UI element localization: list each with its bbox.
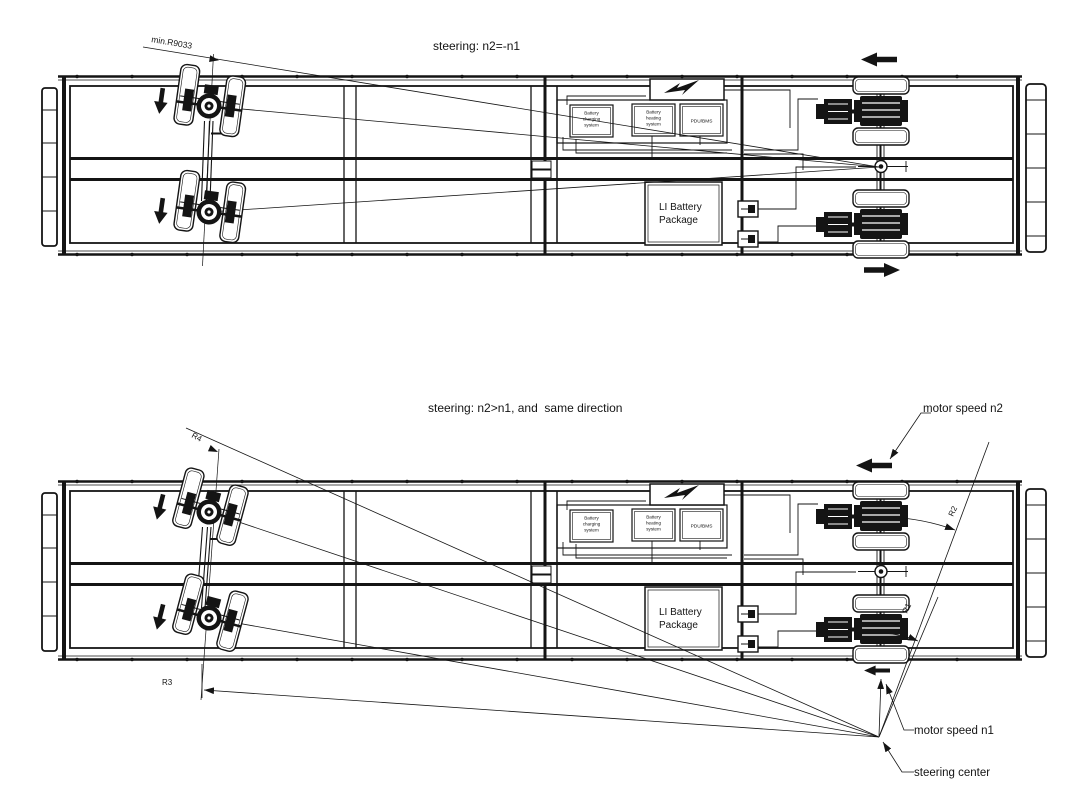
r1-label: R1 <box>900 601 914 615</box>
radius-r3-line <box>204 690 879 737</box>
bottom-fan-lines <box>186 428 989 737</box>
min-radius-line <box>143 47 879 167</box>
r4-label: R4 <box>190 430 204 444</box>
r2-label: R2 <box>946 504 960 518</box>
down-arrow-icon <box>152 87 169 115</box>
top-diagram <box>42 34 1046 277</box>
bottom-diagram-title: steering: n2>n1, and same direction <box>428 401 623 415</box>
top-diagram-title: steering: n2=-n1 <box>433 39 521 53</box>
motor-speed-n2-label: motor speed n2 <box>923 403 1003 415</box>
steering-center-label: steering center <box>914 767 991 779</box>
motor-n1-pointer-line <box>879 679 881 736</box>
bottom-front-bogie <box>150 449 250 700</box>
min-radius-label: min.R9033 <box>150 34 193 51</box>
bottom-diagram <box>42 401 1046 779</box>
top-fan-lines <box>143 47 879 212</box>
right-arrow-icon <box>864 263 900 277</box>
r3-label: R3 <box>162 678 173 687</box>
left-arrow-icon <box>856 459 892 473</box>
motor-speed-n2-leader <box>890 413 931 459</box>
motor-speed-n1-label: motor speed n1 <box>914 725 994 737</box>
down-arrow-icon <box>150 493 169 522</box>
radius-r4-line <box>186 428 879 737</box>
down-arrow-icon <box>150 603 169 632</box>
left-arrow-icon <box>864 665 890 675</box>
left-arrow-icon <box>861 53 897 67</box>
radius-arrowhead-icon <box>208 445 219 455</box>
steering-center-leader <box>883 742 914 772</box>
down-arrow-icon <box>152 197 169 225</box>
